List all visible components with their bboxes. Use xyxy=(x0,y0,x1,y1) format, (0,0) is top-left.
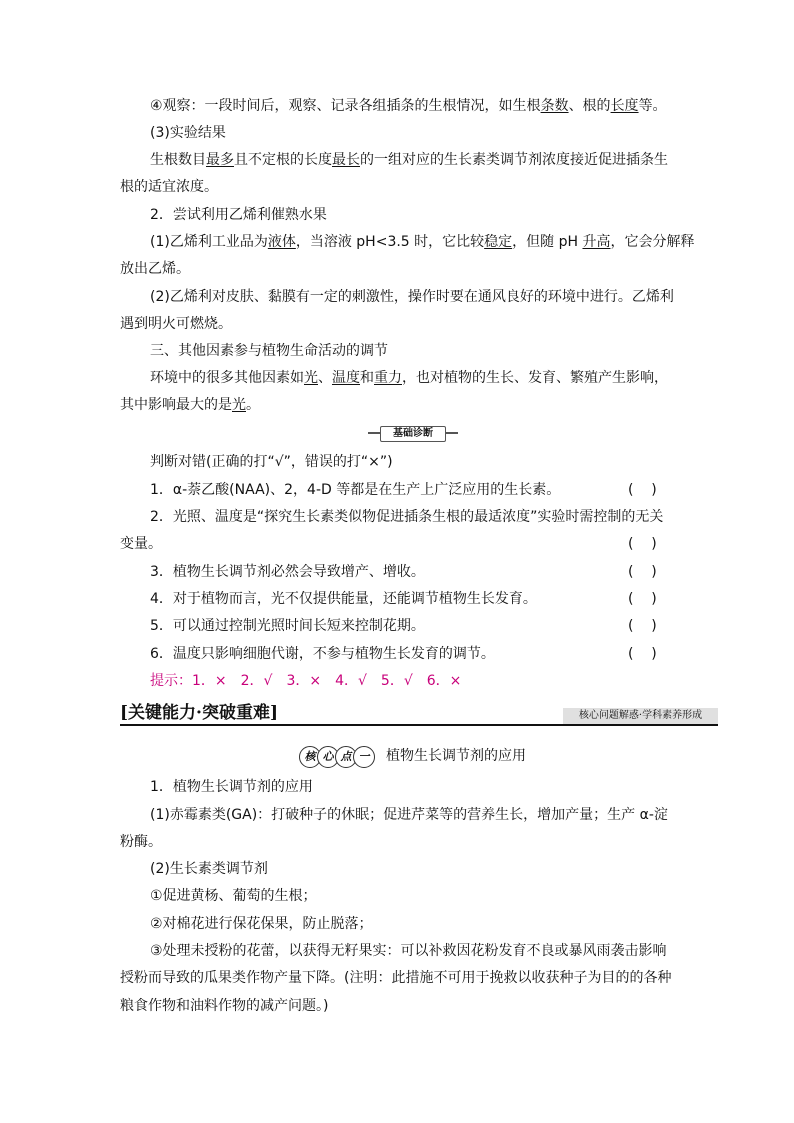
section-tag: 核心问题解惑·学科素养形成 xyxy=(563,708,718,724)
quiz-question-3: 3．植物生长调节剂必然会导致增产、增收。 xyxy=(150,564,425,580)
auxin-heading: (2)生长素类调节剂 xyxy=(150,861,268,877)
badge-char: 点 xyxy=(335,746,357,768)
ethephon-2-line-1: (2)乙烯利对皮肤、黏膜有一定的刺激性，操作时要在通风良好的环境中进行。乙烯利 xyxy=(150,289,674,305)
quiz-question-6: 6．温度只影响细胞代谢，不参与植物生长发育的调节。 xyxy=(150,646,495,662)
text: 等。 xyxy=(638,98,667,114)
quiz-question-2-cont: 变量。 xyxy=(120,536,162,552)
badge-char: 一 xyxy=(353,746,375,768)
quiz-question-5: 5．可以通过控制光照时间长短来控制花期。 xyxy=(150,618,425,634)
results-line-2: 根的适宜浓度。 xyxy=(120,179,218,195)
text: 、根的 xyxy=(568,98,611,114)
answer-blank-1: ( ) xyxy=(628,482,657,498)
quiz-question-4: 4．对于植物而言，光不仅提供能量，还能调节植物生长发育。 xyxy=(150,591,537,607)
text: 、 xyxy=(318,370,332,386)
auxin-item-2: ②对棉花进行保花保果，防止脱落； xyxy=(150,916,373,932)
answer-blank-2: ( ) xyxy=(628,536,657,552)
auxin-item-3-line-1: ③处理未授粉的花蕾，以获得无籽果实：可以补救因花粉发育不良或暴风雨袭击影响 xyxy=(150,943,667,959)
heading-other-factors: 三、其他因素参与植物生命活动的调节 xyxy=(150,343,388,359)
underlined-term: 温度 xyxy=(332,370,360,386)
text: 的一组对应的生长素类调节剂浓度接近促进插条生 xyxy=(360,152,668,168)
badge-char: 心 xyxy=(317,746,339,768)
underlined-term: 光 xyxy=(232,397,246,413)
auxin-item-3-line-3: 粮食作物和油料作物的减产问题。) xyxy=(120,998,329,1014)
quiz-question-1: 1．α-萘乙酸(NAA)、2，4-D 等都是在生产上广泛应用的生长素。 xyxy=(150,482,561,498)
ethephon-2-line-2: 遇到明火可燃烧。 xyxy=(120,316,232,332)
underlined-term: 重力 xyxy=(374,370,402,386)
ethephon-1-line-1 xyxy=(150,232,694,252)
underlined-term: 升高 xyxy=(582,234,611,250)
banner-label: 基础诊断 xyxy=(380,426,446,442)
text: 环境中的很多其他因素如 xyxy=(150,370,304,386)
text: ，但随 pH xyxy=(512,234,583,250)
ethephon-1-line-2: 放出乙烯。 xyxy=(120,261,190,277)
text: 。 xyxy=(246,397,260,413)
core-point-badge xyxy=(299,746,371,766)
tip-answers: 1．× 2．√ 3．× 4．√ 5．√ 6．× xyxy=(192,673,462,689)
text: ，也对植物的生长、发育、繁殖产生影响， xyxy=(402,370,668,386)
section-banner-basic-diagnosis xyxy=(368,426,458,440)
gibberellin-line-1: (1)赤霉素类(GA)：打破种子的休眠；促进芹菜等的营养生长，增加产量；生产 α-淀 xyxy=(150,807,668,823)
heading-regulator-application: 1．植物生长调节剂的应用 xyxy=(150,779,313,795)
text: 且不定根的长度 xyxy=(234,152,332,168)
section-title: [关键能力·突破重难] xyxy=(120,703,279,723)
badge-char: 核 xyxy=(299,746,321,768)
tip-label: 提示： xyxy=(150,673,192,689)
text: 其中影响最大的是 xyxy=(120,397,232,413)
factors-line-1 xyxy=(150,368,668,388)
results-line-1 xyxy=(150,150,668,170)
text: 生根数目 xyxy=(150,152,206,168)
underlined-term: 稳定 xyxy=(484,234,513,250)
answer-blank-4: ( ) xyxy=(628,591,657,607)
factors-line-2 xyxy=(120,395,260,415)
core-point-title: 植物生长调节剂的应用 xyxy=(386,748,526,764)
text: ，它会分解释 xyxy=(610,234,695,250)
quiz-question-2: 2．光照、温度是“探究生长素类似物促进插条生根的最适浓度”实验时需控制的无关 xyxy=(150,509,664,525)
answer-blank-6: ( ) xyxy=(628,646,657,662)
quiz-answer-key xyxy=(150,671,461,691)
answer-blank-3: ( ) xyxy=(628,564,657,580)
auxin-item-1: ①促进黄杨、葡萄的生根； xyxy=(150,888,317,904)
underlined-term: 长度 xyxy=(610,98,639,114)
section-rule xyxy=(120,724,718,726)
underlined-term: 最多 xyxy=(206,152,234,168)
quiz-intro: 判断对错(正确的打“√”，错误的打“×”) xyxy=(150,454,393,470)
text: (1)乙烯利工业品为 xyxy=(150,234,268,250)
gibberellin-line-2: 粉酶。 xyxy=(120,834,162,850)
text: ④观察：一段时间后，观察、记录各组插条的生根情况，如生根 xyxy=(150,98,541,114)
step-observe xyxy=(150,96,667,116)
underlined-term: 光 xyxy=(304,370,318,386)
subheading-results: (3)实验结果 xyxy=(150,125,226,141)
underlined-term: 最长 xyxy=(332,152,360,168)
text: 和 xyxy=(360,370,374,386)
underlined-term: 条数 xyxy=(540,98,569,114)
answer-blank-5: ( ) xyxy=(628,618,657,634)
underlined-term: 液体 xyxy=(267,234,296,250)
heading-ethephon: 2．尝试利用乙烯利催熟水果 xyxy=(150,207,327,223)
text: ，当溶液 pH<3.5 时，它比较 xyxy=(295,234,485,250)
auxin-item-3-line-2: 授粉而导致的瓜果类作物产量下降。(注明：此措施不可用于挽救以收获种子为目的的各种 xyxy=(120,970,672,986)
